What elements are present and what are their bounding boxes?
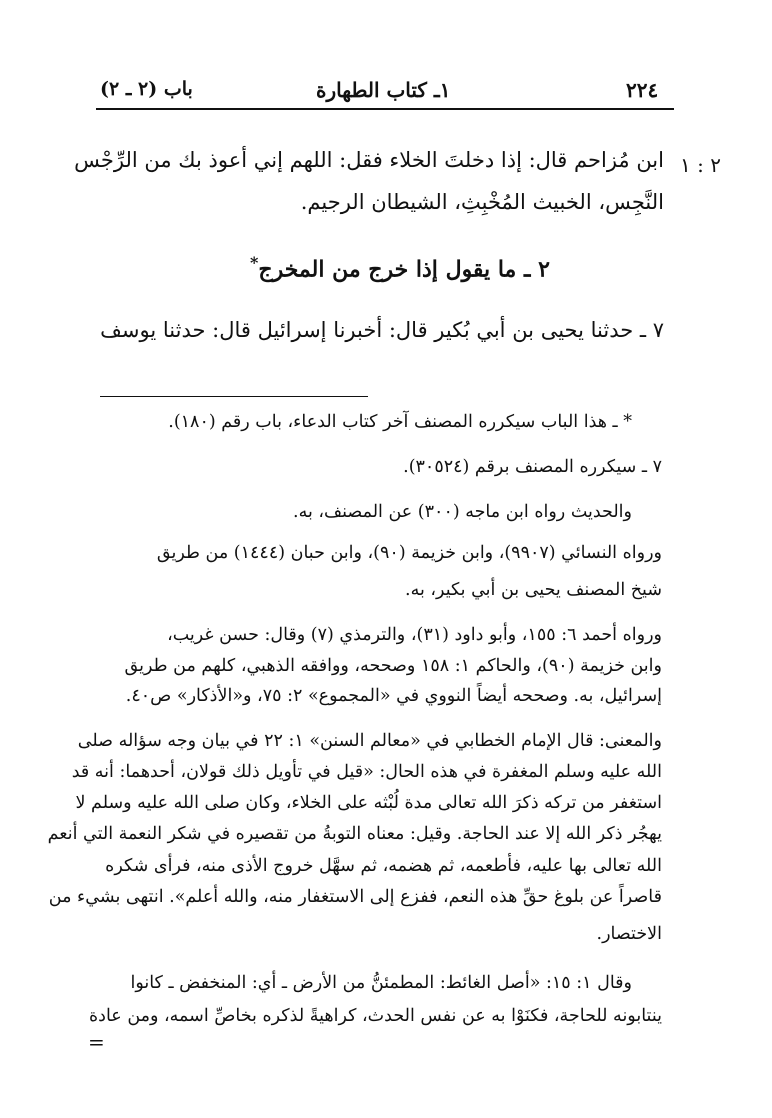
footnote-4-line-2: شيخ المصنف يحيى بن أبي بكير، به. [405,580,662,600]
main-text-line-3: ٧ ـ حدثنا يحيى بن أبي بُكير قال: أخبرنا إسرائيل قال: حدثنا يوسف [100,318,664,342]
hadith-ref-number: ٢ : ١ [680,153,721,177]
main-text-line-1: ابن مُزاحم قال: إذا دخلتَ الخلاء فقل: اللهم إني أعوذ بك من الرِّجْس [74,148,664,172]
footnote-separator [100,396,368,397]
footnote-5-line-3: إسرائيل، به. وصححه أيضاً النووي في «المجموع» ٢: ٧٥، و«الأذكار» ص٤٠. [125,686,662,706]
footnote-4-line-1: ورواه النسائي (٩٩٠٧)، وابن خزيمة (٩٠)، وابن حبان (١٤٤٤) من طريق [156,543,662,563]
footnote-7-line-2: ينتابونه للحاجة، فكنَوْا به عن نفس الحدث، كراهيةً لذكره بخاصِّ اسمه، ومن عادة [89,1006,662,1026]
page-number: ٢٢٤ [626,78,659,102]
footnote-6-line-5: الله تعالى بها عليه، فأطعمه، ثم هضمه، ثم سهَّل خروج الأذى منه، فرأى شكره [105,856,662,876]
footnote-2: ٧ ـ سيكرره المصنف برقم (٣٠٥٢٤). [403,457,662,477]
footnote-6-line-1: والمعنى: قال الإمام الخطابي في «معالم السنن» ١: ٢٢ في بيان وجه سؤاله صلى [77,731,662,751]
footnote-3: والحديث رواه ابن ماجه (٣٠٠) عن المصنف، به. [293,502,632,522]
footnote-6-line-2: الله عليه وسلم المغفرة في هذه الحال: «قيل في تأويل ذلك قولان، أحدهما: أنه قد [71,762,662,782]
footnote-6-line-4: يهجُر ذكر الله إلا عند الحاجة. وقيل: معناه التوبةُ من تقصيره في شكر النعمة التي أنعم [47,824,662,844]
main-text-line-2: النَّجِس، الخبيث المُخْبِثِ، الشيطان الرجيم. [300,190,664,214]
book-title: ١ـ كتاب الطهارة [316,78,451,102]
chapter-ref: باب (٢ ـ ٢) [100,78,193,100]
chapter-heading-star: * [250,253,259,272]
chapter-heading-text: ٢ ـ ما يقول إذا خرج من المخرج [258,256,550,283]
footnote-6-line-6: قاصراً عن بلوغ حقِّ هذه النعم، ففزع إلى الاستغفار منه، والله أعلم». انتهى بشيء من [48,887,662,907]
chapter-heading [250,253,550,282]
footnote-1: * ـ هذا الباب سيكرره المصنف آخر كتاب الدعاء، باب رقم (١٨٠). [168,412,632,432]
footnote-5-line-1: ورواه أحمد ٦: ١٥٥، وأبو داود (٣١)، والترمذي (٧) وقال: حسن غريب، [167,625,662,645]
footnote-7-line-1: وقال ١: ١٥: «أصل الغائط: المطمئنُّ من الأرض ـ أي: المنخفض ـ كانوا [130,973,632,993]
header-rule [96,108,674,110]
footnote-5-line-2: وابن خزيمة (٩٠)، والحاكم ١: ١٥٨ وصححه، ووافقه الذهبي، كلهم من طريق [124,656,662,676]
continuation-mark: = [88,1030,105,1054]
footnote-6-line-3: استغفر من تركه ذكرَ الله تعالى مدة لُبْثه على الخلاء، وكان صلى الله عليه وسلم لا [75,793,662,813]
footnote-6-line-7: الاختصار. [596,924,662,944]
